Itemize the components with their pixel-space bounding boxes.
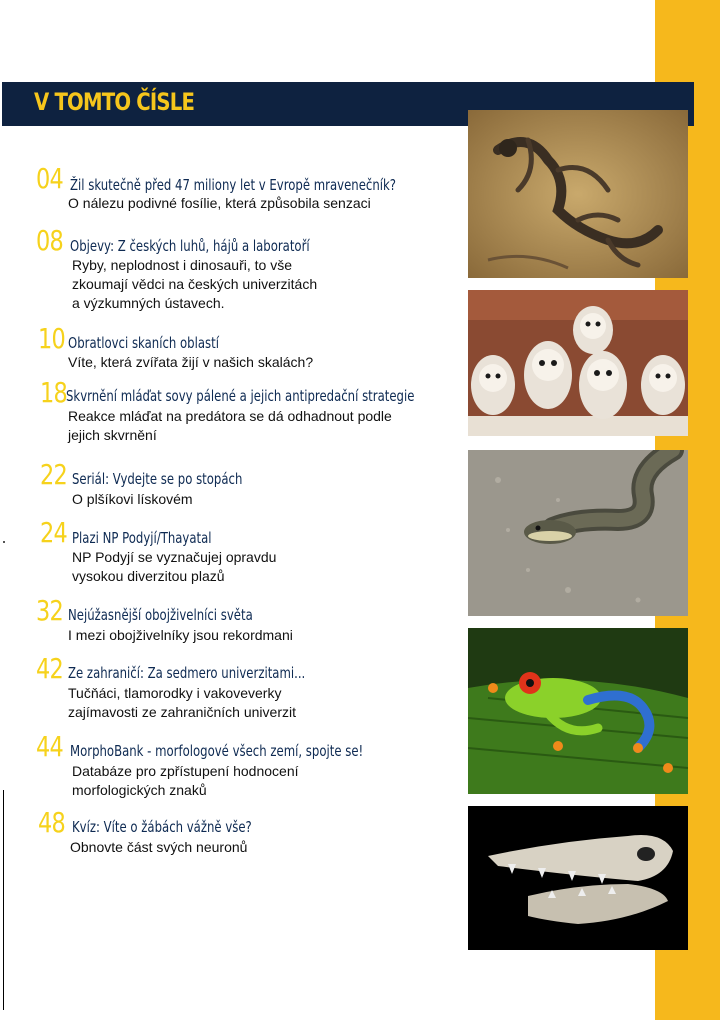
entry-title: Skvrnění mláďat sovy pálené a jejich antipredační strategie bbox=[66, 387, 415, 405]
entry-description: Databáze pro zpřístupení hodnocení morfologických znaků bbox=[72, 763, 299, 798]
entry-title: Nejúžasnější obojživelníci světa bbox=[68, 606, 253, 624]
page-number: 48 bbox=[38, 806, 65, 839]
entry-description: I mezi obojživelníky jsou rekordmani bbox=[68, 627, 293, 643]
margin-dot bbox=[3, 541, 5, 543]
crocodile-skull-photo bbox=[468, 806, 688, 950]
fossil-photo bbox=[468, 110, 688, 278]
entry-description: O nálezu podivné fosílie, která způsobila senzaci bbox=[68, 195, 371, 211]
entry-title: Seriál: Vydejte se po stopách bbox=[72, 470, 243, 488]
entry-description: Víte, která zvířata žijí v našich skalách? bbox=[68, 354, 314, 370]
entry-description: Tučňáci, tlamorodky i vakoveverky zajímavosti ze zahraničních univerzit bbox=[68, 685, 296, 720]
page-number: 32 bbox=[36, 594, 63, 627]
owl-chicks-photo bbox=[468, 290, 688, 436]
entry-description: Ryby, neplodnost i dinosauři, to vše zkoumají vědci na českých univerzitách a výzkumných ústavech. bbox=[72, 257, 318, 311]
snake-photo bbox=[468, 450, 688, 616]
page-number: 08 bbox=[36, 224, 63, 257]
entry-title: Objevy: Z českých luhů, hájů a laboratoří bbox=[70, 237, 310, 255]
page-number: 42 bbox=[36, 652, 63, 685]
entry-title: Ze zahraničí: Za sedmero univerzitami... bbox=[68, 664, 306, 682]
entry-title: Plazi NP Podyjí/Thayatal bbox=[72, 529, 212, 547]
entry-title: Obratlovci skaních oblastí bbox=[68, 334, 219, 352]
page-title: V TOMTO ČÍSLE bbox=[34, 88, 195, 116]
tree-frog-photo bbox=[468, 628, 688, 794]
page-number: 44 bbox=[36, 730, 63, 763]
entry-title: Žil skutečně před 47 miliony let v Evropě mravenečník? bbox=[70, 176, 396, 194]
page-number: 24 bbox=[40, 516, 67, 549]
page-number: 18 bbox=[40, 376, 67, 409]
page-number: 10 bbox=[38, 322, 65, 355]
page-number: 22 bbox=[40, 458, 67, 491]
entry-title: MorphoBank - morfologové všech zemí, spojte se! bbox=[70, 742, 364, 760]
entry-description: Reakce mláďat na predátora se dá odhadnout podle jejich skvrnění bbox=[68, 408, 392, 443]
entry-description: O plšíkovi lískovém bbox=[72, 491, 193, 507]
entry-description: NP Podyjí se vyznačujej opravdu vysokou diverzitou plazů bbox=[72, 549, 277, 584]
entry-title: Kvíz: Víte o žábách vážně vše? bbox=[72, 818, 252, 836]
margin-line bbox=[3, 790, 4, 1010]
page-number: 04 bbox=[36, 162, 63, 195]
entry-description: Obnovte část svých neuronů bbox=[70, 839, 248, 855]
